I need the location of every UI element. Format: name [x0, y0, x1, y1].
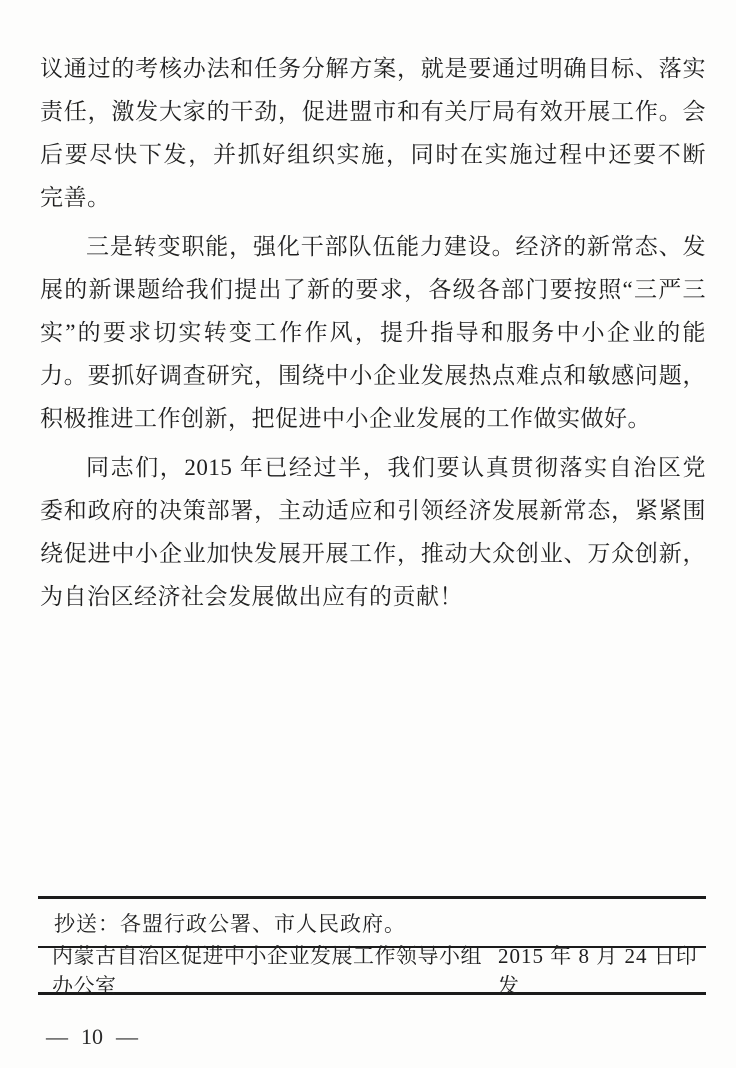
- text-line: 为自治区经济社会发展做出应有的贡献！: [40, 584, 463, 609]
- document-footer: [38, 896, 706, 998]
- copy-to-text: 抄送：各盟行政公署、市人民政府。: [54, 911, 406, 936]
- page-number-dash-right: —: [116, 1024, 138, 1049]
- page-number-dash-left: —: [46, 1024, 68, 1049]
- issuing-office: 内蒙古自治区促进中小企业发展工作领导小组办公室: [52, 944, 482, 998]
- copy-to-line: [38, 899, 706, 946]
- paragraph-3: [40, 446, 706, 618]
- text-line: 力。要抓好调查研究，围绕中小企业发展热点难点和敏感问题，: [40, 363, 706, 388]
- text-line: 完善。: [40, 185, 111, 210]
- text-line: 后要尽快下发，并抓好组织实施，同时在实施过程中还要不断: [40, 142, 706, 167]
- text-line: 委和政府的决策部署，主动适应和引领经济发展新常态，紧紧围: [40, 498, 706, 523]
- issue-line: [38, 944, 706, 998]
- document-body: [40, 47, 706, 618]
- text-line: 议通过的考核办法和任务分解方案，就是要通过明确目标、落实: [40, 56, 706, 81]
- text-line: 绕促进中小企业加快发展开展工作，推动大众创业、万众创新，: [40, 541, 706, 566]
- text-line: 展的新课题给我们提出了新的要求，各级各部门要按照“三严三: [40, 277, 706, 302]
- page-number: [46, 1024, 138, 1050]
- text-line: 实”的要求切实转变工作作风，提升指导和服务中小企业的能: [40, 320, 706, 345]
- text-line: 责任，激发大家的干劲，促进盟市和有关厅局有效开展工作。会: [40, 99, 706, 124]
- text-line: 同志们，2015 年已经过半，我们要认真贯彻落实自治区党: [86, 455, 706, 480]
- paragraph-1: [40, 47, 706, 219]
- text-line: 积极推进工作创新，把促进中小企业发展的工作做实做好。: [40, 406, 651, 431]
- text-line: 三是转变职能，强化干部队伍能力建设。经济的新常态、发: [86, 234, 706, 259]
- page-number-value: 10: [81, 1024, 103, 1049]
- paragraph-2: [40, 225, 706, 440]
- print-date: 2015 年 8 月 24 日印发: [498, 944, 698, 998]
